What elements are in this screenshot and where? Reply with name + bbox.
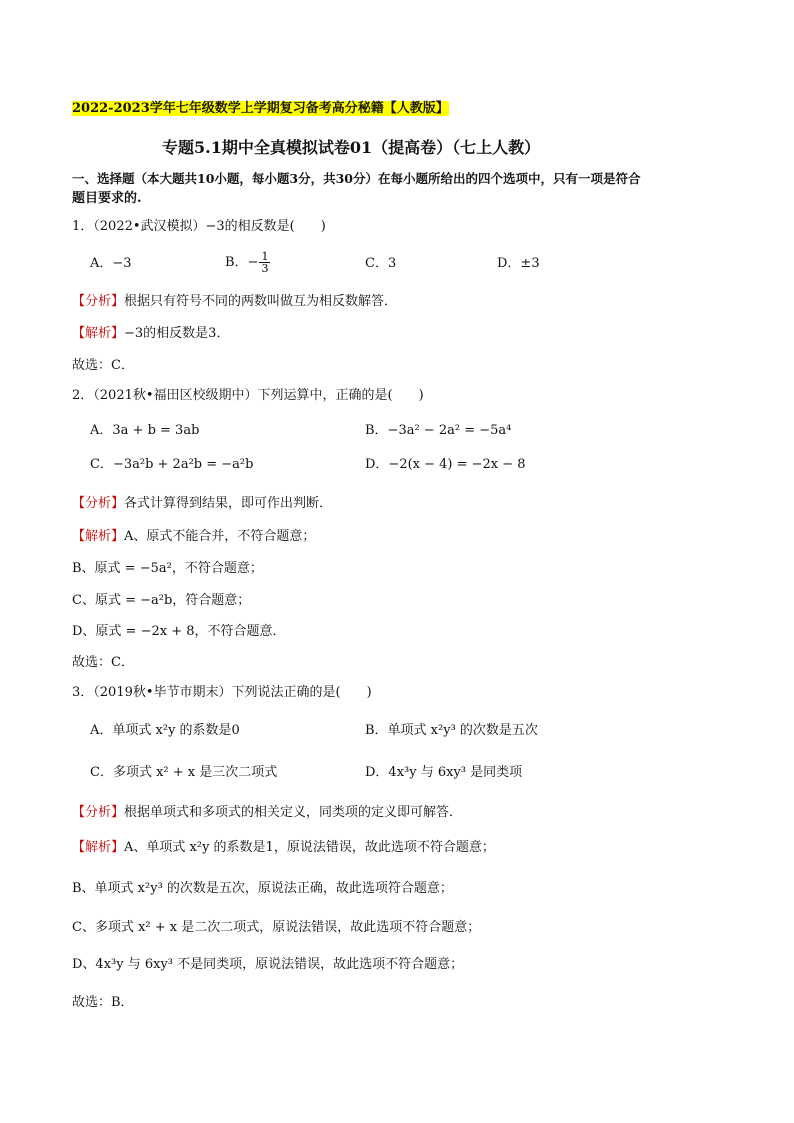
- banner-text: 学年七年级数学上学期复习备考高分秘籍: [149, 101, 384, 116]
- solution-text: A、单项式 x²y 的系数是1，原说法错误，故此选项不符合题意；: [124, 840, 495, 855]
- q2-option-c: C．−3a²b + 2a²b = −a²b: [90, 457, 254, 472]
- analysis-text: 根据只有符号不同的两数叫做互为相反数解答．: [124, 294, 398, 309]
- q3-answer: 故选：B．: [72, 995, 134, 1010]
- q2-analysis: [72, 496, 332, 512]
- q3-stem: 3．（2019秋•毕节市期末）下列说法正确的是( ): [72, 685, 372, 700]
- analysis-text: 各式计算得到结果，即可作出判断．: [124, 496, 333, 511]
- fraction-numerator: 1: [261, 250, 269, 263]
- analysis-tag: 【分析】: [72, 496, 125, 511]
- q3-option-b: B．单项式 x²y³ 的次数是五次: [365, 723, 538, 738]
- q2-solution-d: D、原式 = −2x + 8，不符合题意．: [72, 624, 286, 639]
- section-instructions-line1: 一、选择题（本大题共10小题，每小题3分，共30分）在每小题所给出的四个选项中，只有一项是符合: [72, 171, 641, 186]
- q2-option-a: A．3a + b = 3ab: [90, 423, 200, 438]
- q2-solution-a: [72, 529, 315, 545]
- q3-solution-b: B、单项式 x²y³ 的次数是五次，原说法正确，故此选项符合题意；: [72, 881, 453, 896]
- q2-solution-c: C、原式 = −a²b，符合题意；: [72, 593, 251, 608]
- q2-option-b: B．−3a² − 2a² = −5a⁴: [365, 423, 512, 438]
- section-instructions-line2: 题目要求的.: [72, 191, 142, 206]
- header-banner: [72, 101, 449, 117]
- fraction-denominator: 3: [261, 262, 269, 275]
- solution-tag: 【解析】: [72, 529, 125, 544]
- q1-answer: 故选：C．: [72, 358, 134, 373]
- q2-option-d: D．−2(x − 4) = −2x − 8: [365, 457, 526, 472]
- q1-option-c: C．3: [365, 256, 397, 271]
- q1-option-b-fraction: [259, 251, 270, 274]
- q2-solution-b: B、原式 = −5a²，不符合题意；: [72, 561, 263, 576]
- q2-stem: 2．（2021秋•福田区校级期中）下列运算中，正确的是( ): [72, 388, 424, 403]
- analysis-tag: 【分析】: [72, 294, 125, 309]
- q1-option-d: D．±3: [497, 256, 540, 271]
- q1-solution: [72, 326, 229, 342]
- q1-analysis: [72, 294, 397, 310]
- analysis-text: 根据单项式和多项式的相关定义，同类项的定义即可解答．: [124, 805, 463, 820]
- analysis-tag: 【分析】: [72, 805, 125, 820]
- solution-tag: 【解析】: [72, 326, 125, 341]
- q3-option-a: A．单项式 x²y 的系数是0: [90, 723, 240, 738]
- q3-solution-d: D、4x³y 与 6xy³ 不是同类项，原说法错误，故此选项不符合题意；: [72, 957, 464, 972]
- banner-years: 2022-2023: [72, 101, 150, 116]
- q3-solution-c: C、多项式 x² + x 是二次二项式，原说法错误，故此选项不符合题意；: [72, 920, 481, 935]
- q3-option-d: D．4x³y 与 6xy³ 是同类项: [365, 765, 523, 780]
- solution-text: −3的相反数是3．: [124, 326, 230, 341]
- q2-answer: 故选：C．: [72, 655, 134, 670]
- q3-option-c: C．多项式 x² + x 是三次二项式: [90, 765, 278, 780]
- q3-analysis: [72, 805, 462, 821]
- q1-option-b-prefix: B．−: [225, 255, 259, 270]
- page-title: 专题5.1期中全真模拟试卷01（提高卷）（七上人教）: [162, 138, 541, 157]
- q1-stem: 1．（2022•武汉模拟）−3的相反数是( ): [72, 219, 326, 234]
- q1-option-a: A．−3: [90, 256, 132, 271]
- q3-solution-a: [72, 840, 495, 856]
- solution-tag: 【解析】: [72, 840, 125, 855]
- q1-option-b: [225, 248, 271, 278]
- banner-edition: 【人教版】: [383, 101, 449, 116]
- solution-text: A、原式不能合并，不符合题意；: [124, 529, 316, 544]
